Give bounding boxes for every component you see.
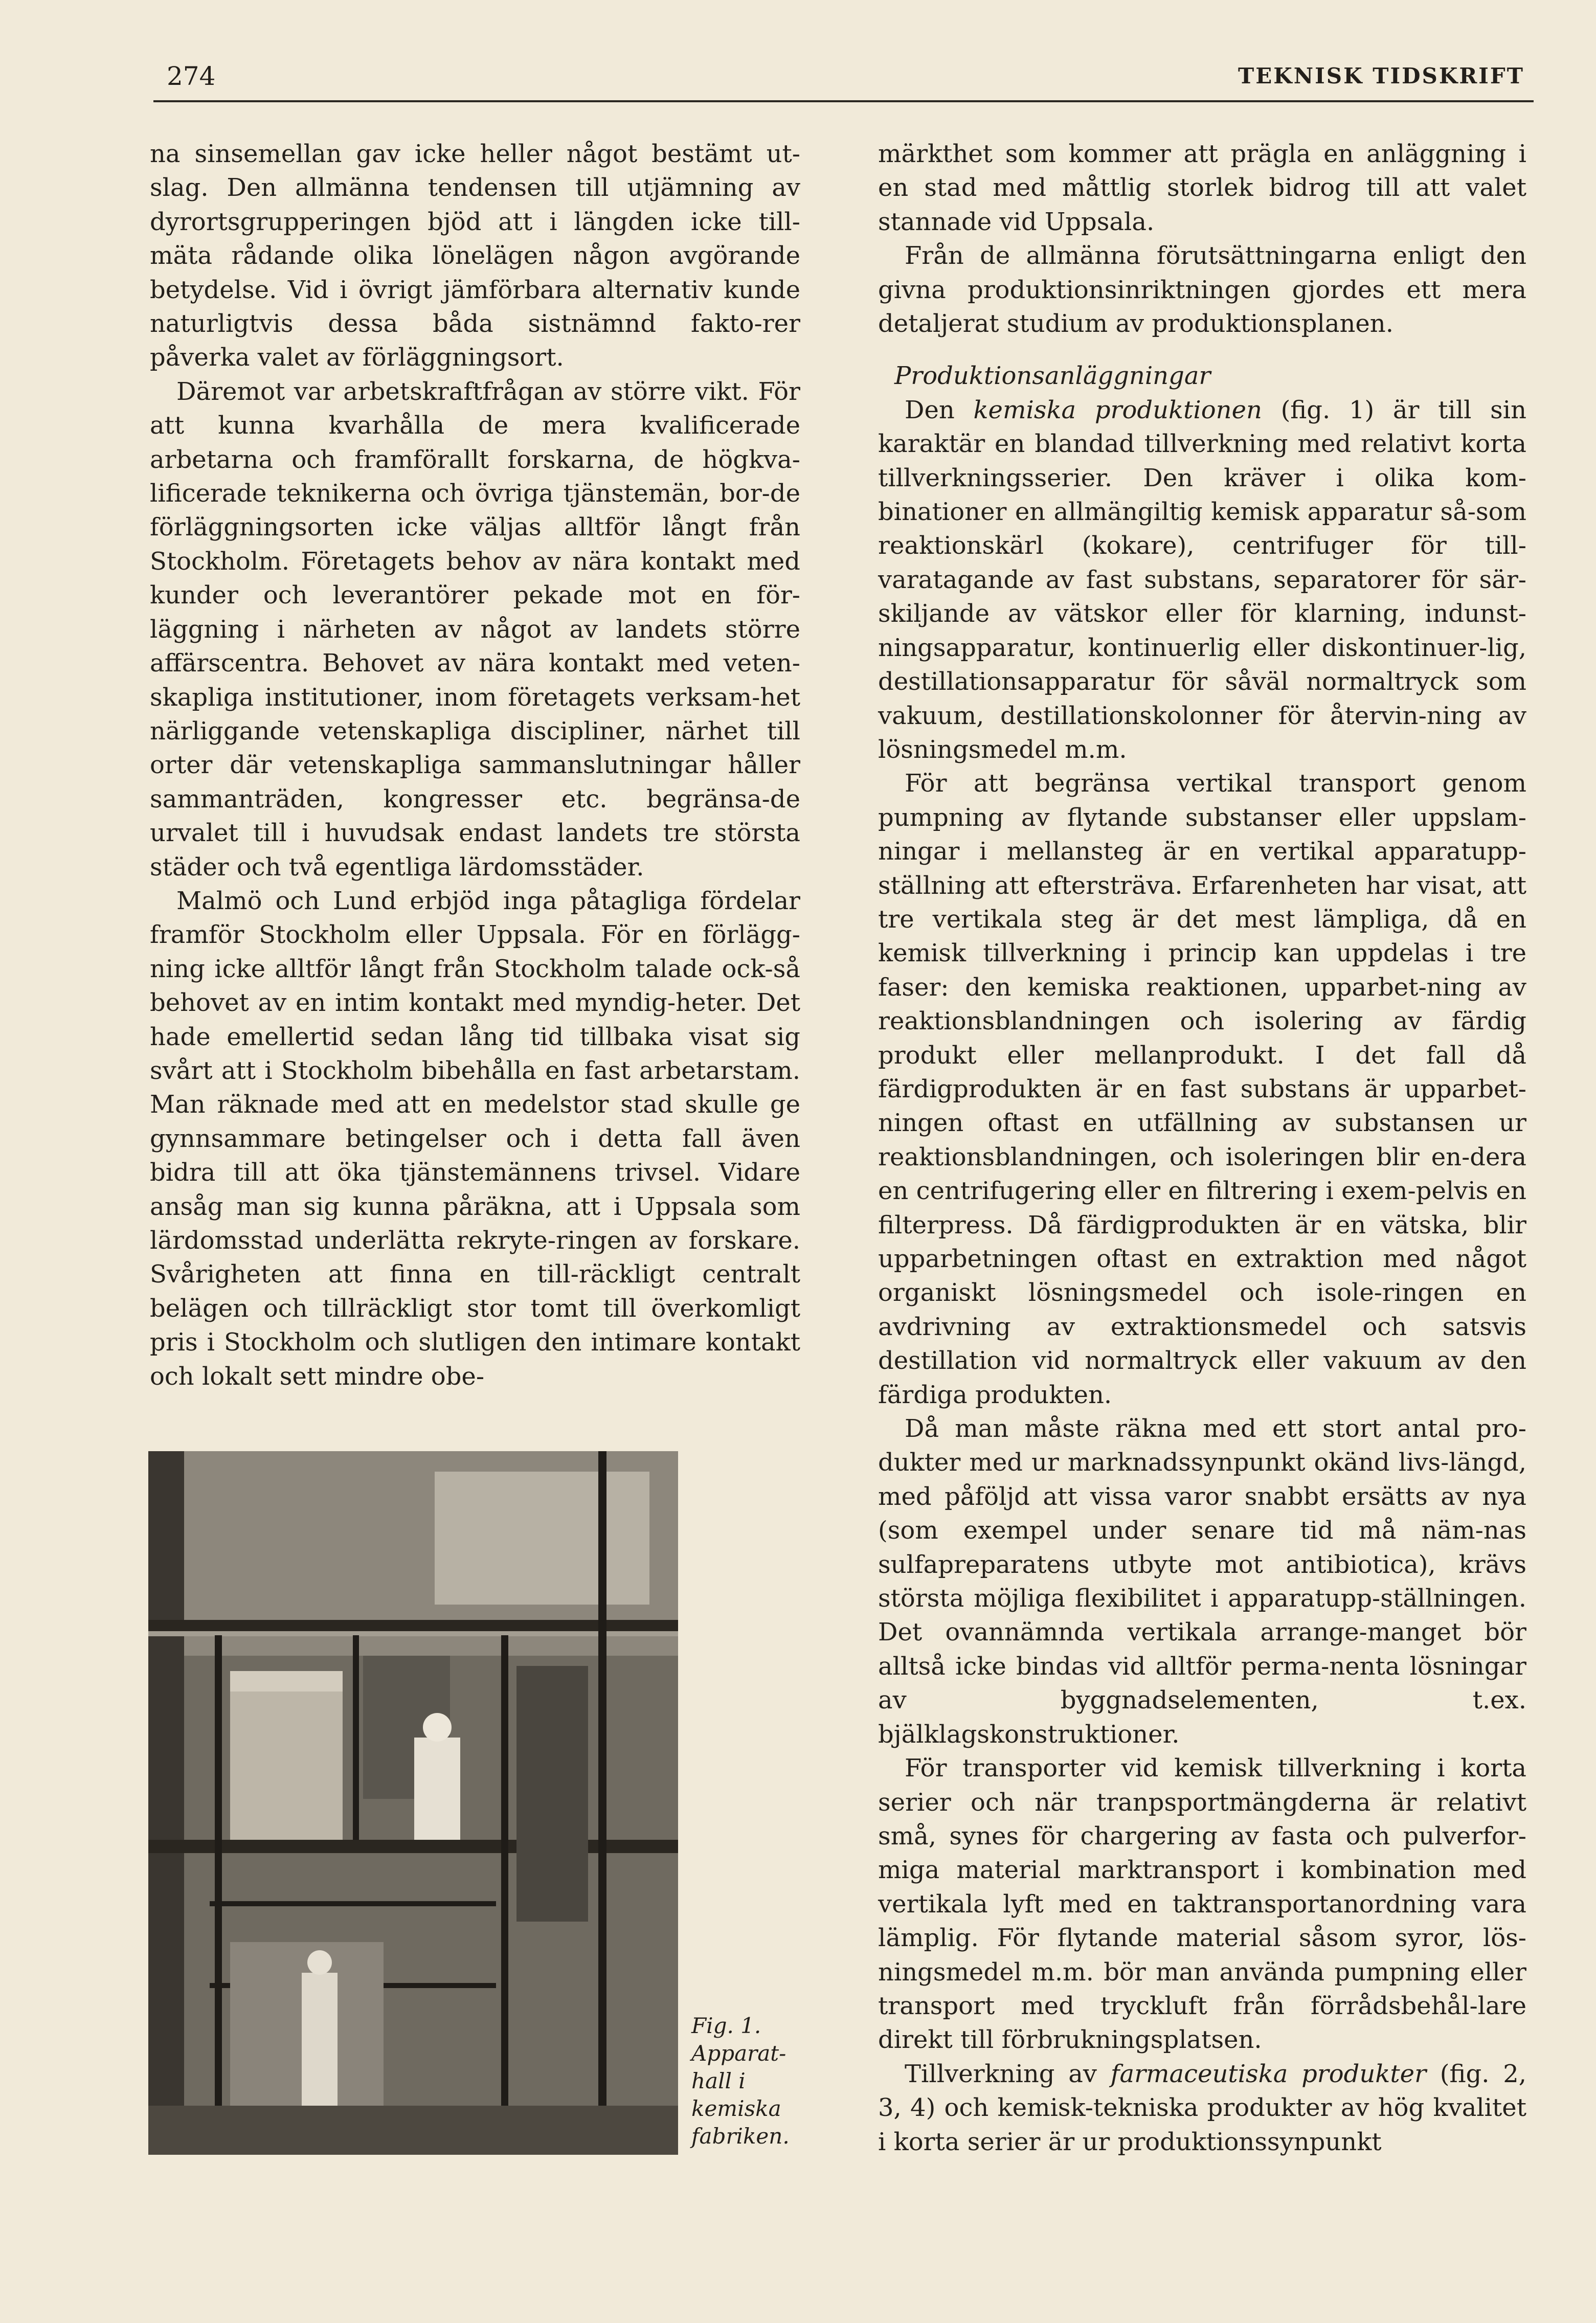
header-rule: [153, 100, 1534, 102]
paragraph: Den kemiska produktionen (fig. 1) är till sin karaktär en blandad tillverkning med relativt korta tillverkningsserier. Den kräver i olika kom-binationer en allmängiltig kemisk apparatur så-som reaktionskärl (kokare), centrifuger för till-varatagande av fast substans, separatorer för sär-skiljande av vätskor eller för klarning, indunst-ningsapparatur, kontinuerlig eller diskontinuer-lig, destillationsapparatur för såväl normaltryck som vakuum, destillationskolonner för återvin-ning av lösningsmedel m.m.: [878, 395, 1527, 764]
caption-line: Fig. 1.: [691, 2013, 761, 2038]
page-number: 274: [167, 61, 216, 91]
emphasis: kemiska produktionen: [973, 395, 1262, 424]
paragraph: Malmö och Lund erbjöd inga påtagliga fördelar framför Stockholm eller Uppsala. För en förlägg-ning icke alltför långt från Stockholm talade ock-så behovet av en intim kontakt med myndig-heter. Det hade emellertid sedan lång tid tillbaka visat sig svårt att i Stockholm bibehålla en fast arbetarstam. Man räknade med att en medelstor stad skulle ge gynnsammare betingelser och i detta fall även bidra till att öka tjänstemännens trivsel. Vidare ansåg man sig kunna påräkna, att i Uppsala som lärdomsstad underlätta rekryte-ringen av forskare. Svårigheten att finna en till-räckligt centralt belägen och tillräckligt stor tomt till överkomligt pris i Stockholm och slutligen den intimare kontakt och lokalt sett mindre obe-: [150, 886, 800, 1391]
section-heading: Produktionsanläggningar: [894, 362, 1211, 391]
caption-line: Apparat-: [691, 2041, 786, 2066]
caption-line: kemiska: [691, 2096, 781, 2121]
caption-line: fabriken.: [691, 2124, 790, 2149]
figure-caption: [691, 2012, 809, 2150]
paragraph: För transporter vid kemisk tillverkning i korta serier och när tranpsportmängderna är relativt små, synes för chargering av fasta och pulverfor-miga material marktransport i kombination med vertikala lyft med en taktransportanordning vara lämplig. För flytande material såsom syror, lös-ningsmedel m.m. bör man använda pumpning eller transport med tryckluft från förrådsbehål-lare direkt till förbrukningsplatsen.: [878, 1754, 1526, 2055]
right-column: [878, 137, 1526, 2159]
journal-name: TEKNISK TIDSKRIFT: [1238, 63, 1524, 88]
caption-line: hall i: [691, 2068, 746, 2093]
left-column: [150, 137, 800, 1393]
paragraph: För att begränsa vertikal transport genom pumpning av flytande substanser eller uppslam-ningar i mellansteg är en vertikal apparatupp-ställning att eftersträva. Erfarenheten har visat, att tre vertikala steg är det mest lämpliga, då en kemisk tillverkning i princip kan uppdelas i tre faser: den kemiska reaktionen, upparbet-ning av reaktionsblandningen och isolering av färdig produkt eller mellanprodukt. I det fall då färdigprodukten är en fast substans är upparbet-ningen oftast en utfällning av substansen ur reaktionsblandningen, och isoleringen blir en-dera en centrifugering eller en filtrering i exem-pelvis en filterpress. Då färdigprodukten är en vätska, blir upparbetningen oftast en extraktion med något organiskt lösningsmedel och isole-ringen en avdrivning av extraktionsmedel och satsvis destillation vid normaltryck eller vakuum av den färdiga produkten.: [878, 769, 1526, 1409]
paragraph: Tillverkning av farmaceutiska produkter (fig. 2, 3, 4) och kemisk-tekniska produkter av hög kvalitet i korta serier är ur produktionssynpunkt: [878, 2059, 1527, 2156]
paragraph: märkthet som kommer att prägla en anläggning i en stad med måttlig storlek bidrog till att valet stannade vid Uppsala.: [878, 140, 1526, 236]
paragraph: Från de allmänna förutsättningarna enligt den givna produktionsinriktningen gjordes ett mera detaljerat studium av produktionsplanen.: [878, 241, 1526, 339]
figure-photo: [148, 1451, 678, 2155]
emphasis: farmaceutiska produkter: [1110, 2059, 1427, 2088]
paragraph: na sinsemellan gav icke heller något bestämt ut-slag. Den allmänna tendensen till utjämning av dyrortsgrupperingen bjöd att i längden icke till-mäta rådande olika lönelägen någon avgörande betydelse. Vid i övrigt jämförbara alternativ kunde naturligtvis dessa båda sistnämnd fakto-rer påverka valet av förläggningsort.: [150, 140, 800, 372]
paragraph: Däremot var arbetskraftfrågan av större vikt. För att kunna kvarhålla de mera kvalificerade arbetarna och framförallt forskarna, de högkva-lificerade teknikerna och övriga tjänstemän, bor-de förläggningsorten icke väljas alltför långt från Stockholm. Företagets behov av nära kontakt med kunder och leverantörer pekade mot en för-läggning i närheten av något av landets större affärscentra. Behovet av nära kontakt med veten-skapliga institutioner, inom företagets verksam-het närliggande vetenskapliga discipliner, närhet till orter där vetenskapliga sammanslutningar håller sammanträden, kongresser etc. begränsa-de urvalet till i huvudsak endast landets tre största städer och två egentliga lärdomsstäder.: [150, 377, 800, 882]
factory-hall-photo: [148, 1451, 678, 2155]
paragraph: Då man måste räkna med ett stort antal pro-dukter med ur marknadssynpunkt okänd livs-längd, med påföljd att vissa varor snabbt ersätts av nya (som exempel under senare tid må näm-nas sulfapreparatens utbyte mot antibiotica), krävs största möjliga flexibilitet i apparatupp-ställningen. Det ovannämnda vertikala arrange-manget bör alltså icke bindas vid alltför perma-nenta lösningar av byggnadselementen, t.ex. bjälklagskonstruktioner.: [878, 1414, 1526, 1749]
